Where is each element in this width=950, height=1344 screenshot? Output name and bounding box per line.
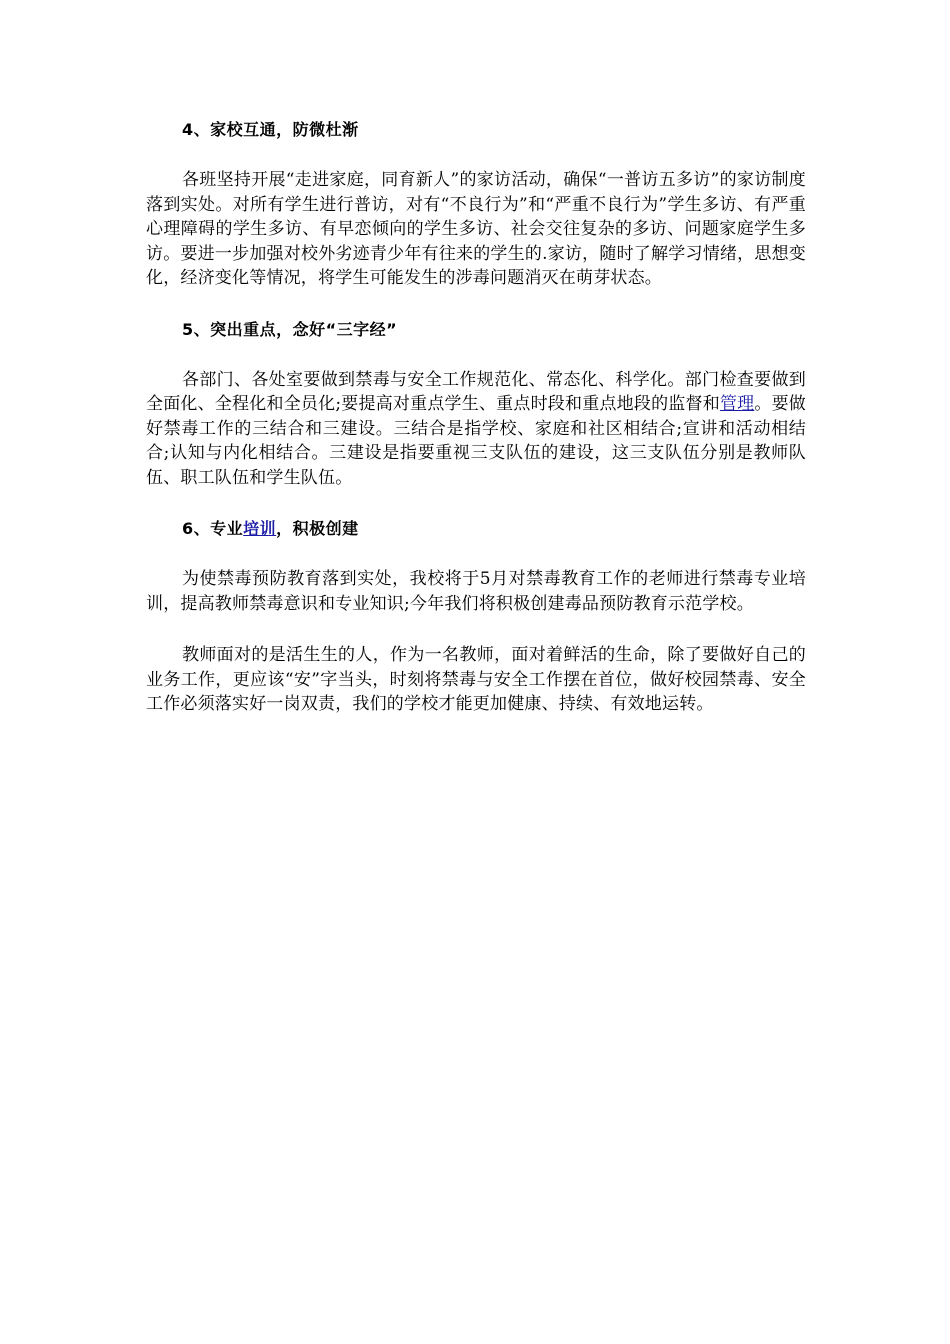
- section-4-heading: 4、家校互通，防微杜渐: [182, 120, 359, 139]
- document-page: [146, 118, 806, 717]
- section-5-text-after-link: 。要做好禁毒工作的三结合和三建设。三结合是指学校、家庭和社区相结合;宣讲和活动相结合;认知与内化相结合。三建设是指要重视三支队伍的建设，这三支队伍分别是教师队伍、职工队伍和学生队伍。: [146, 394, 806, 488]
- section-5-paragraph: [146, 368, 806, 491]
- section-6-heading-prefix: 6、专业: [182, 519, 244, 538]
- section-5-text-before-link: 各部门、各处室要做到禁毒与安全工作规范化、常态化、科学化。部门检查要做到全面化、全程化和全员化;要提高对重点学生、重点时段和重点地段的监督和: [146, 369, 806, 414]
- section-6-heading-suffix: ，积极创建: [276, 519, 359, 538]
- section-6-paragraph: 为使禁毒预防教育落到实处，我校将于5月对禁毒教育工作的老师进行禁毒专业培训，提高教师禁毒意识和专业知识;今年我们将积极创建毒品预防教育示范学校。: [146, 569, 806, 614]
- management-link[interactable]: 管理: [719, 394, 755, 414]
- training-link[interactable]: 培训: [243, 519, 277, 538]
- section-5-heading: 5、突出重点，念好“三字经”: [182, 319, 398, 339]
- closing-paragraph: 教师面对的是活生生的人，作为一名教师，面对着鲜活的生命，除了要做好自己的业务工作，更应该“安”字当头，时刻将禁毒与安全工作摆在首位，做好校园禁毒、安全工作必须落实好一岗双责，我们的学校才能更加健康、持续、有效地运转。: [146, 645, 806, 714]
- section-6-heading: [146, 517, 806, 541]
- section-4-paragraph: 各班坚持开展“走进家庭，同育新人”的家访活动，确保“一普访五多访”的家访制度落到实处。对所有学生进行普访，对有“不良行为”和“严重不良行为”学生多访、有严重心理障碍的学生多访、有早恋倾向的学生多访、社会交往复杂的多访、问题家庭学生多访。要进一步加强对校外劣迹青少年有往来的学生的.家访，随时了解学习情绪，思想变化，经济变化等情况，将学生可能发生的涉毒问题消灭在萌芽状态。: [146, 170, 806, 288]
